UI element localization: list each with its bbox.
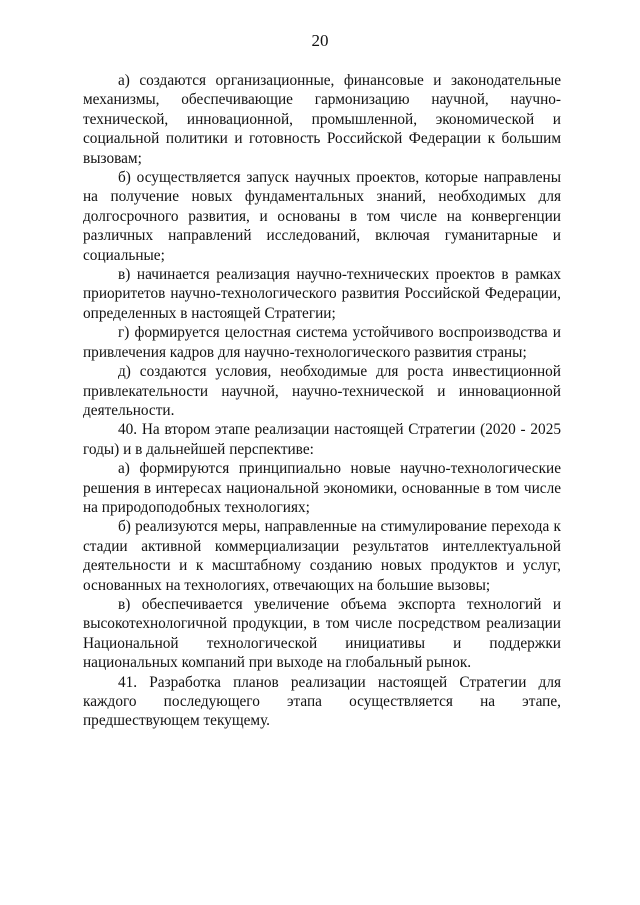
document-body bbox=[83, 71, 561, 731]
paragraph-40-item-b: б) реализуются меры, направленные на стимулирование перехода к стадии активной коммерциализации результатов интеллектуальной деятельности и к масштабному созданию новых продуктов и услуг, основанных на технологиях, отвечающих на большие вызовы; bbox=[83, 518, 561, 594]
paragraph-item-a: а) создаются организационные, финансовые и законодательные механизмы, обеспечивающие гармонизацию научной, научно-технической, инновационной, промышленной, экономической и социальной политики и готовность Российской Федерации к большим вызовам; bbox=[83, 72, 561, 167]
paragraph-40-item-v: в) обеспечивается увеличение объема экспорта технологий и высокотехнологичной продукции, в том числе посредством реализации Национальной технологической инициативы и поддержки национальных компаний при выходе на глобальный рынок. bbox=[83, 595, 561, 672]
paragraph-item-b: б) осуществляется запуск научных проектов, которые направлены на получение новых фундаментальных знаний, необходимых для долгосрочного развития, и основаны в том числе на конвергенции различных направлений исследований, включая гуманитарные и социальные; bbox=[83, 169, 561, 264]
paragraph-item-d: д) создаются условия, необходимые для роста инвестиционной привлекательности научной, научно-технической и инновационной деятельности. bbox=[83, 363, 561, 419]
paragraph-section-41: 41. Разработка планов реализации настоящей Стратегии для каждого последующего этапа осуществляется на этапе, предшествующем текущему. bbox=[83, 673, 561, 730]
paragraph-40-item-a: а) формируются принципиально новые научно-технологические решения в интересах национальной экономики, основанные в том числе на природоподобных технологиях; bbox=[83, 460, 561, 516]
page-number: 20 bbox=[311, 31, 329, 50]
paragraph-item-v: в) начинается реализация научно-технических проектов в рамках приоритетов научно-технологического развития Российской Федерации, определенных в настоящей Стратегии; bbox=[83, 266, 561, 322]
paragraph-section-40: 40. На втором этапе реализации настоящей Стратегии (2020 - 2025 годы) и в дальнейшей перспективе: bbox=[83, 421, 561, 458]
paragraph-item-g: г) формируется целостная система устойчивого воспроизводства и привлечения кадров для научно-технологического развития страны; bbox=[83, 324, 561, 361]
